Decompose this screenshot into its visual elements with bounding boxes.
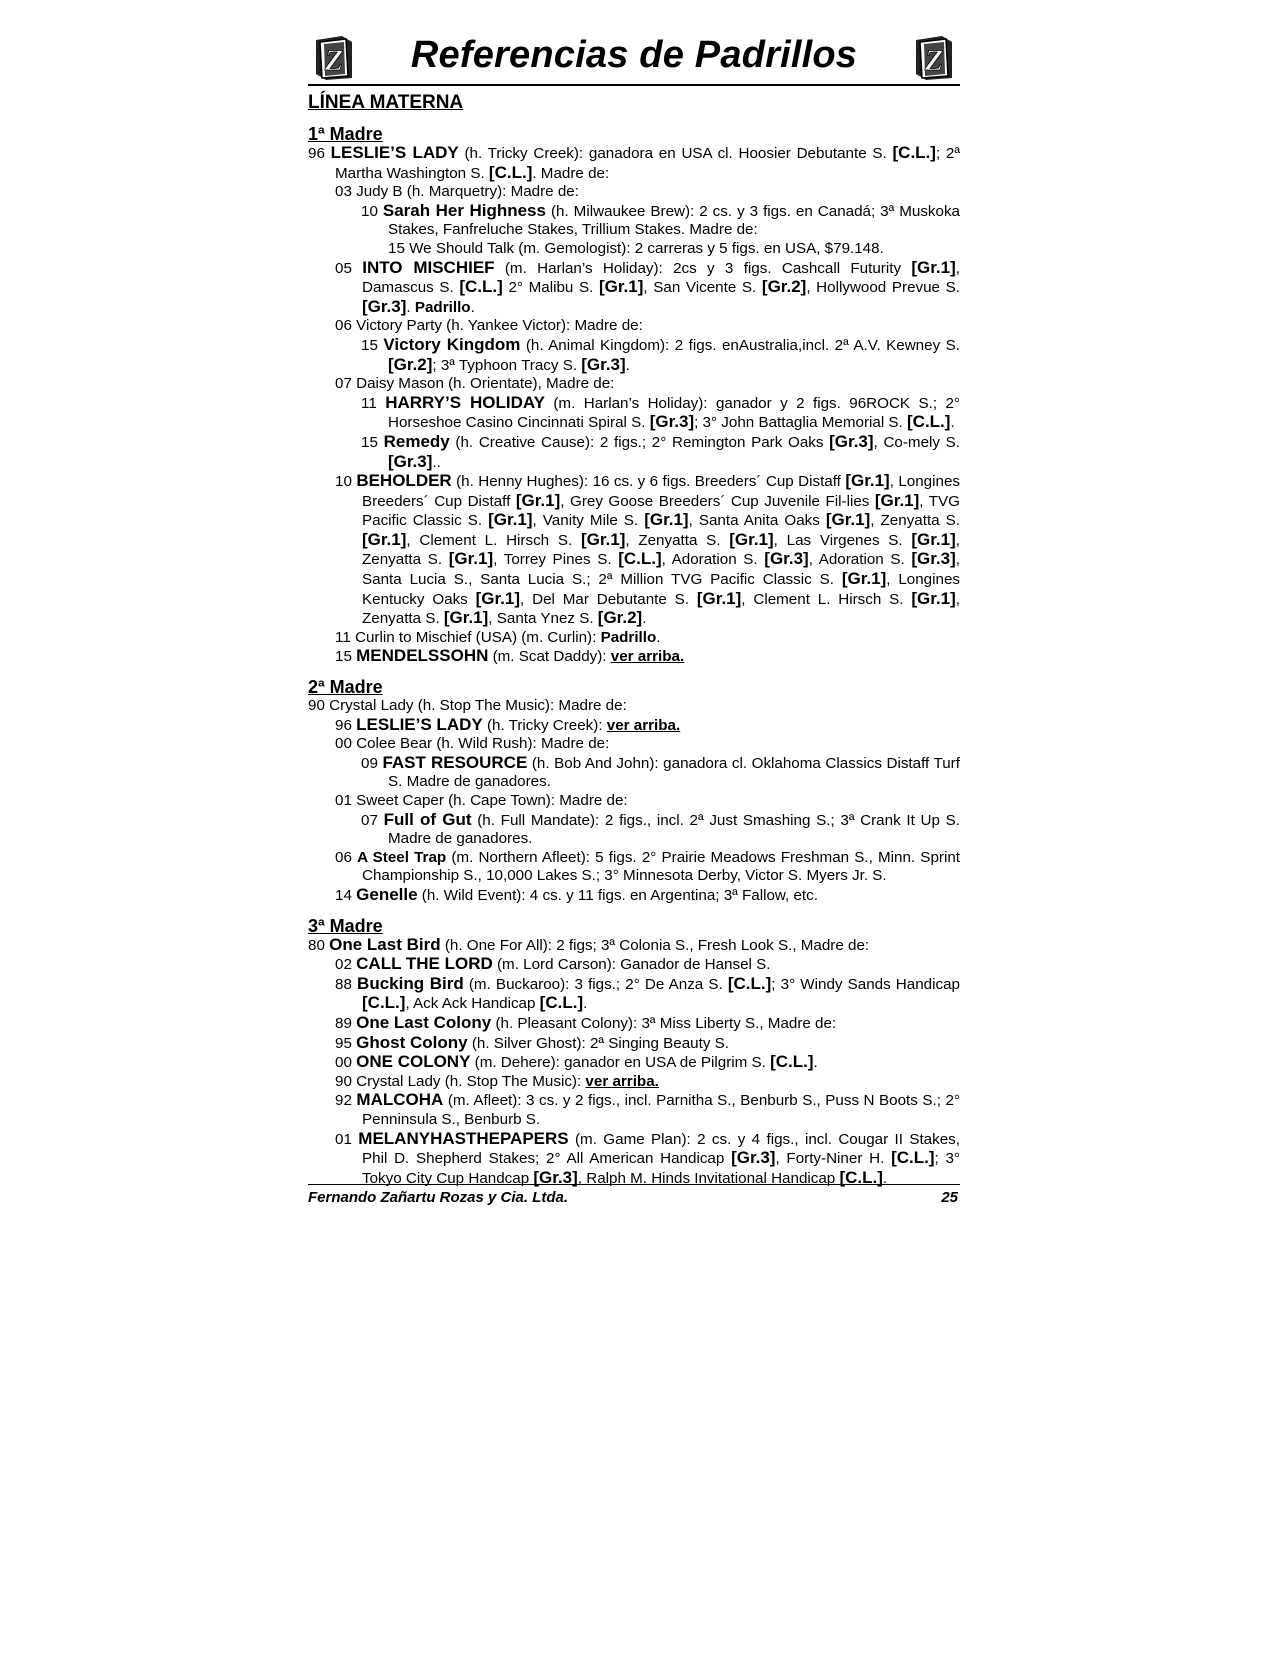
pedigree-entry: 89 One Last Colony (h. Pleasant Colony): 3ª Miss Liberty S., Madre de: bbox=[335, 1012, 837, 1032]
logo-icon bbox=[912, 34, 956, 82]
madre2-title: 2ª Madre bbox=[308, 677, 383, 698]
pedigree-entry: 15 Victory Kingdom (h. Animal Kingdom): 2 figs. enAustralia,incl. 2ª A.V. Kewney S. [Gr.2]; 3ª Typhoon Tracy S. [Gr.3]. bbox=[361, 334, 960, 374]
ver-arriba-link: ver arriba. bbox=[610, 648, 685, 666]
pedigree-entry: 01 Sweet Caper (h. Cape Town): Madre de: bbox=[335, 792, 628, 809]
pedigree-entry: 90 Crystal Lady (h. Stop The Music): ver arriba. bbox=[335, 1072, 659, 1090]
pedigree-entry: 06 Victory Party (h. Yankee Victor): Madre de: bbox=[335, 317, 643, 335]
pedigree-entry: 11 HARRY’S HOLIDAY (m. Harlan’s Holiday): ganador y 2 figs. 96ROCK S.; 2° Horseshoe Casino Cincinnati Spiral S. [Gr.3]; 3° John Battaglia Memorial S. [C.L.]. bbox=[361, 392, 960, 432]
pedigree-entry: 10 BEHOLDER (h. Henny Hughes): 16 cs. y 6 figs. Breeders´ Cup Distaff [Gr.1], Longines Breeders´ Cup Distaff [Gr.1], Grey Goose Breeders´ Cup Juvenile Fil-lies [Gr.1], TVG Pacific Classic S. [Gr.1], Vanity Mile S. [Gr.1], Santa Anita Oaks [Gr.1], Zenyatta S. [Gr.1], Clement L. Hirsch S. [Gr.1], Zenyatta S. [Gr.1], Las Virgenes S. [Gr.1], Zenyatta S. [Gr.1], Torrey Pines S. [C.L.], Adoration S. [Gr.3], Adoration S. [Gr.3], Santa Lucia S., Santa Lucia S.; 2ª Million TVG Pacific Classic S. [Gr.1], Longines Kentucky Oaks [Gr.1], Del Mar Debutante S. [Gr.1], Clement L. Hirsch S. [Gr.1], Zenyatta S. [Gr.1], Santa Ynez S. [Gr.2]. bbox=[335, 471, 961, 628]
pedigree-entry: 92 MALCOHA (m. Afleet): 3 cs. y 2 figs., incl. Parnitha S., Benburb S., Puss N Boots S.; 2° Penninsula S., Benburb S. bbox=[335, 1090, 960, 1128]
pedigree-entry: 95 Ghost Colony (h. Silver Ghost): 2ª Singing Beauty S. bbox=[335, 1032, 729, 1052]
madre1-title: 1ª Madre bbox=[308, 124, 383, 144]
pedigree-entry: 09 FAST RESOURCE (h. Bob And John): ganadora cl. Oklahoma Classics Distaff Turf S. Madre de ganadores. bbox=[361, 752, 960, 791]
pedigree-entry: 15 MENDELSSOHN (m. Scat Daddy): ver arriba. bbox=[335, 646, 685, 666]
pedigree-entry: 96 LESLIE’S LADY (h. Tricky Creek): ver arriba. bbox=[335, 714, 681, 734]
pedigree-entry: 10 Sarah Her Highness (h. Milwaukee Brew): 2 cs. y 3 figs. en Canadá; 3ª Muskoka Stakes, Fanfreluche Stakes, Trillium Stakes. Madre de: bbox=[361, 200, 960, 239]
pedigree-entry: 05 INTO MISCHIEF (m. Harlan’s Holiday): 2cs y 3 figs. Cashcall Futurity [Gr.1], Damascus S. [C.L.] 2° Malibu S. [Gr.1], San Vicente S. [Gr.2], Hollywood Prevue S. [Gr.3]. Padrillo. bbox=[335, 257, 960, 316]
pedigree-entry: 11 Curlin to Mischief (USA) (m. Curlin): Padrillo. bbox=[335, 628, 661, 646]
pedigree-entry: 07 Full of Gut (h. Full Mandate): 2 figs., incl. 2ª Just Smashing S.; 3ª Crank It Up S. Madre de ganadores. bbox=[361, 809, 960, 848]
section-title: LÍNEA MATERNA bbox=[308, 92, 464, 113]
document-page bbox=[308, 30, 961, 1206]
page-number: 25 bbox=[941, 1189, 958, 1206]
pedigree-entry: 14 Genelle (h. Wild Event): 4 cs. y 11 figs. en Argentina; 3ª Fallow, etc. bbox=[335, 884, 818, 904]
logo-letter: Z bbox=[324, 44, 344, 77]
pedigree-entry: 15 Remedy (h. Creative Cause): 2 figs.; 2° Remington Park Oaks [Gr.3], Co-mely S. [Gr.3].. bbox=[361, 431, 961, 471]
pedigree-entry: 07 Daisy Mason (h. Orientate), Madre de: bbox=[335, 375, 615, 393]
page-title: Referencias de Padrillos bbox=[410, 34, 858, 76]
madre3-title: 3ª Madre bbox=[308, 915, 383, 936]
logo-letter: Z bbox=[924, 44, 944, 77]
pedigree-entry: 03 Judy B (h. Marquetry): Madre de: bbox=[335, 183, 579, 201]
page-footer bbox=[308, 1184, 960, 1206]
ver-arriba-link: ver arriba. bbox=[585, 1072, 659, 1090]
footer-company: Fernando Zañartu Rozas y Cia. Ltda. bbox=[308, 1189, 569, 1206]
pedigree-entry: 02 CALL THE LORD (m. Lord Carson): Ganador de Hansel S. bbox=[335, 954, 771, 974]
page-header bbox=[308, 30, 960, 86]
pedigree-entry: 01 MELANYHASTHEPAPERS (m. Game Plan): 2 cs. y 4 figs., incl. Cougar II Stakes, Phil D. Shepherd Stakes; 2° All American Handicap [Gr.3], Forty-Niner H. [C.L.]; 3° Tokyo City Cup Handcap [Gr.3], Ralph M. Hinds Invitational Handicap [C.L.]. bbox=[335, 1128, 961, 1187]
pedigree-entry: 90 Crystal Lady (h. Stop The Music): Madre de: bbox=[308, 697, 627, 715]
pedigree-entry: 00 Colee Bear (h. Wild Rush): Madre de: bbox=[335, 735, 610, 753]
pedigree-entry: 96 LESLIE’S LADY (h. Tricky Creek): ganadora en USA cl. Hoosier Debutante S. [C.L.]; 2ª Martha Washington S. [C.L.]. Madre de: bbox=[308, 143, 960, 182]
pedigree-entry: 00 ONE COLONY (m. Dehere): ganador en USA de Pilgrim S. [C.L.]. bbox=[335, 1052, 818, 1072]
pedigree-entry: 06 A Steel Trap (m. Northern Afleet): 5 figs. 2° Prairie Meadows Freshman S., Minn. Sprint Championship S., 10,000 Lakes S.; 3° Minnesota Derby, Victor S. Myers Jr. S. bbox=[335, 848, 960, 885]
pedigree-entry: 88 Bucking Bird (m. Buckaroo): 3 figs.; 2° De Anza S. [C.L.]; 3° Windy Sands Handicap [C.L.], Ack Ack Handicap [C.L.]. bbox=[335, 973, 960, 1013]
pedigree-entry: 15 We Should Talk (m. Gemologist): 2 carreras y 5 figs. en USA, $79.148. bbox=[388, 239, 884, 257]
pedigree-entry: 80 One Last Bird (h. One For All): 2 figs; 3ª Colonia S., Fresh Look S., Madre de: bbox=[308, 934, 870, 954]
ver-arriba-link: ver arriba. bbox=[606, 716, 681, 734]
